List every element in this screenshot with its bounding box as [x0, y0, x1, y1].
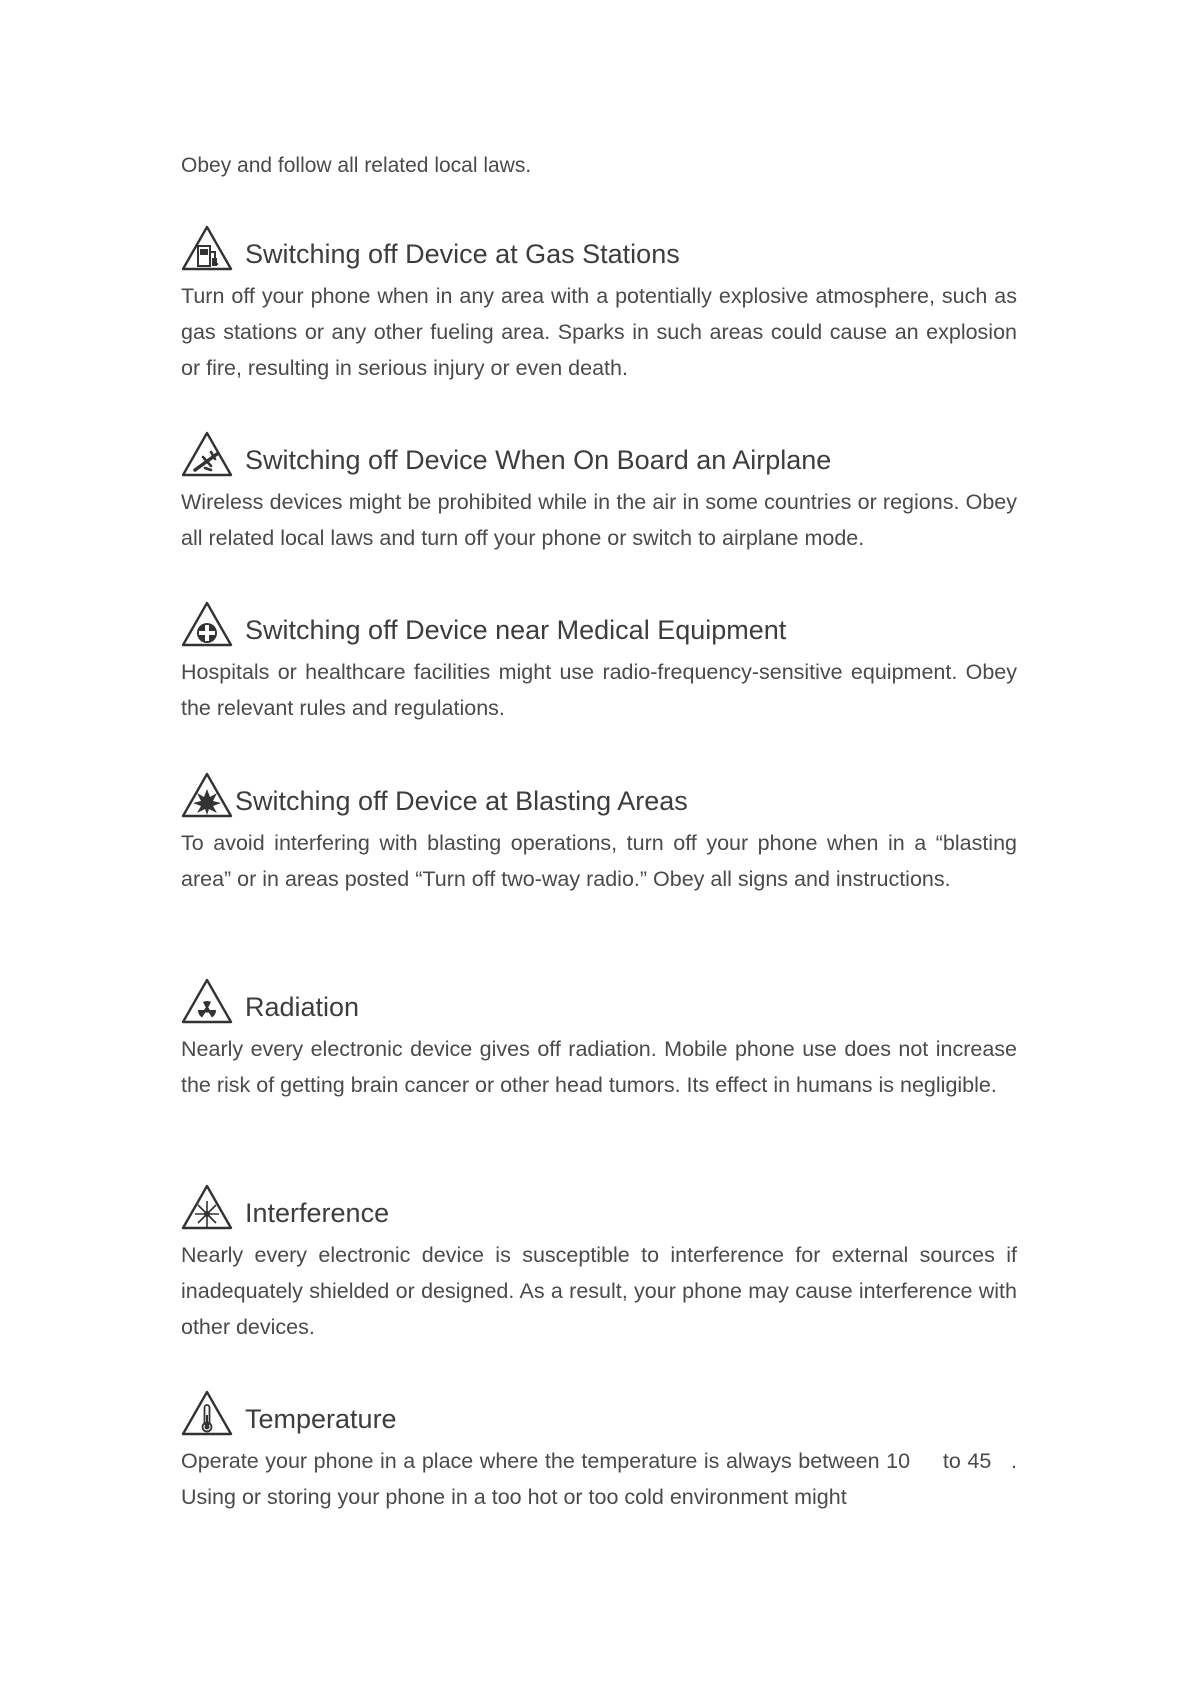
section-blasting [181, 767, 1017, 897]
section-medical [181, 596, 1017, 726]
section-heading [181, 973, 1017, 1025]
section-body: Hospitals or healthcare facilities might use radio-frequency-sensitive equipment. Obey the relevant rules and regulations. [181, 660, 1017, 720]
section-gas-stations [181, 220, 1017, 386]
section-body: Nearly every electronic device is susceptible to interference for external sources if inadequately shielded or designed. As a result, your phone may cause interference with other devices. [181, 1243, 1017, 1339]
section-airplane [181, 426, 1017, 556]
section-body: To avoid interfering with blasting operations, turn off your phone when in a “blasting area” or in areas posted “Turn off two-way radio.” Obey all signs and instructions. [181, 831, 1017, 891]
interference-warning-icon [181, 1183, 233, 1231]
temperature-warning-icon [181, 1389, 233, 1437]
section-heading [181, 767, 1017, 819]
radiation-warning-icon [181, 977, 233, 1025]
airplane-warning-icon [181, 430, 233, 478]
section-radiation [181, 973, 1017, 1103]
medical-warning-icon [181, 600, 233, 648]
section-title: Switching off Device near Medical Equipment [245, 615, 787, 645]
section-heading [181, 1385, 1017, 1437]
section-body: Turn off your phone when in any area with a potentially explosive atmosphere, such as gas stations or any other fueling area. Sparks in such areas could cause an explosion or fire, resulting in serious injury or even death. [181, 284, 1017, 380]
section-body: Nearly every electronic device gives off radiation. Mobile phone use does not increase the risk of getting brain cancer or other head tumors. Its effect in humans is negligible. [181, 1037, 1017, 1097]
section-title: Switching off Device at Gas Stations [245, 239, 680, 269]
section-interference [181, 1179, 1017, 1345]
section-heading [181, 596, 1017, 648]
section-heading [181, 220, 1017, 272]
section-title: Temperature [245, 1404, 397, 1434]
section-temperature [181, 1385, 1035, 1515]
section-heading [181, 1179, 1017, 1231]
intro-text: Obey and follow all related local laws. [181, 154, 532, 177]
section-title: Interference [245, 1198, 390, 1228]
section-body: Operate your phone in a place where the temperature is always between 10 to 45 . Using or storing your phone in a too hot or too cold environment might [181, 1449, 1035, 1509]
section-title: Switching off Device When On Board an Airplane [245, 445, 832, 475]
gas-station-warning-icon [181, 224, 233, 272]
section-heading [181, 426, 1017, 478]
section-body: Wireless devices might be prohibited while in the air in some countries or regions. Obey all related local laws and turn off your phone or switch to airplane mode. [181, 490, 1017, 550]
blasting-warning-icon [181, 771, 233, 819]
section-title: Radiation [245, 992, 360, 1022]
section-title: Switching off Device at Blasting Areas [235, 786, 688, 816]
